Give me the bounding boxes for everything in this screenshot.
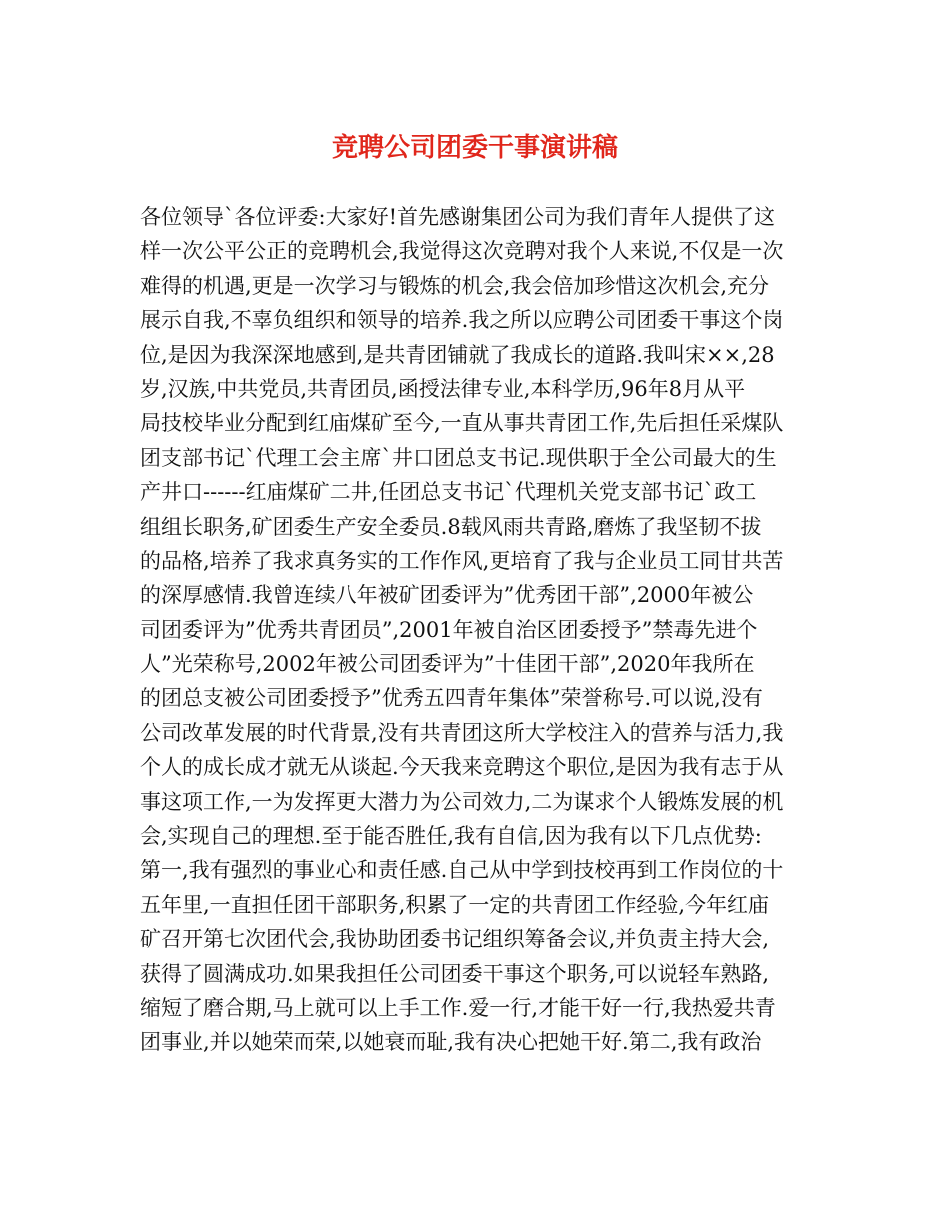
body-line: 个人的成长成才就无从谈起.今天我来竞聘这个职位,是因为我有志于从 <box>140 755 784 780</box>
body-line: 各位领导`各位评委:大家好!首先感谢集团公司为我们青年人提供了这 <box>140 205 776 229</box>
document-body <box>140 200 820 1060</box>
body-line: 会,实现自己的理想.至于能否胜任,我有自信,因为我有以下几点优势: <box>140 824 762 849</box>
body-line: 人”光荣称号,2002年被公司团委评为”十佳团干部”,2020年我所在 <box>140 652 755 677</box>
body-line: 获得了圆满成功.如果我担任公司团委干事这个职务,可以说轻车熟路, <box>140 961 770 986</box>
body-line: 第一,我有强烈的事业心和责任感.自己从中学到技校再到工作岗位的十 <box>140 858 784 883</box>
body-line: 的深厚感情.我曾连续八年被矿团委评为”优秀团干部”,2000年被公 <box>140 583 754 608</box>
body-line: 位,是因为我深深地感到,是共青团铺就了我成长的道路.我叫宋××,28 <box>140 342 775 367</box>
body-line: 展示自我,不辜负组织和领导的培养.我之所以应聘公司团委干事这个岗 <box>140 308 784 333</box>
document-title: 竞聘公司团委干事演讲稿 <box>331 133 618 163</box>
body-line: 局技校毕业分配到红庙煤矿至今,一直从事共青团工作,先后担任采煤队 <box>140 411 784 436</box>
body-line: 五年里,一直担任团干部职务,积累了一定的共青团工作经验,今年红庙 <box>140 892 770 917</box>
body-line: 的品格,培养了我求真务实的工作作风,更培育了我与企业员工同甘共苦 <box>140 548 784 573</box>
body-line: 的团总支被公司团委授予”优秀五四青年集体”荣誉称号.可以说,没有 <box>140 686 763 711</box>
body-line: 公司改革发展的时代背景,没有共青团这所大学校注入的营养与活力,我 <box>140 720 784 745</box>
body-line: 难得的机遇,更是一次学习与锻炼的机会,我会倍加珍惜这次机会,充分 <box>140 273 770 298</box>
body-line: 组组长职务,矿团委生产安全委员.8载风雨共青路,磨炼了我坚韧不拔 <box>140 514 762 539</box>
body-line: 产井口------红庙煤矿二井,任团总支书记`代理机关党支部书记`政工 <box>140 480 757 505</box>
body-line: 矿召开第七次团代会,我协助团委书记组织筹备会议,并负责主持大会, <box>140 927 770 952</box>
body-line: 事这项工作,一为发挥更大潜力为公司效力,二为谋求个人锻炼发展的机 <box>140 789 784 814</box>
body-line: 司团委评为”优秀共青团员”,2001年被自治区团委授予”禁毒先进个 <box>140 617 758 642</box>
body-line: 团事业,并以她荣而荣,以她衰而耻,我有决心把她干好.第二,我有政治 <box>140 1030 762 1055</box>
body-line: 缩短了磨合期,马上就可以上手工作.爱一行,才能干好一行,我热爱共青 <box>140 995 776 1020</box>
body-line: 团支部书记`代理工会主席`井口团总支书记.现供职于全公司最大的生 <box>140 445 777 470</box>
body-line: 样一次公平公正的竞聘机会,我觉得这次竞聘对我个人来说,不仅是一次 <box>140 239 784 264</box>
body-line: 岁,汉族,中共党员,共青团员,函授法律专业,本科学历,96年8月从平 <box>140 376 746 401</box>
